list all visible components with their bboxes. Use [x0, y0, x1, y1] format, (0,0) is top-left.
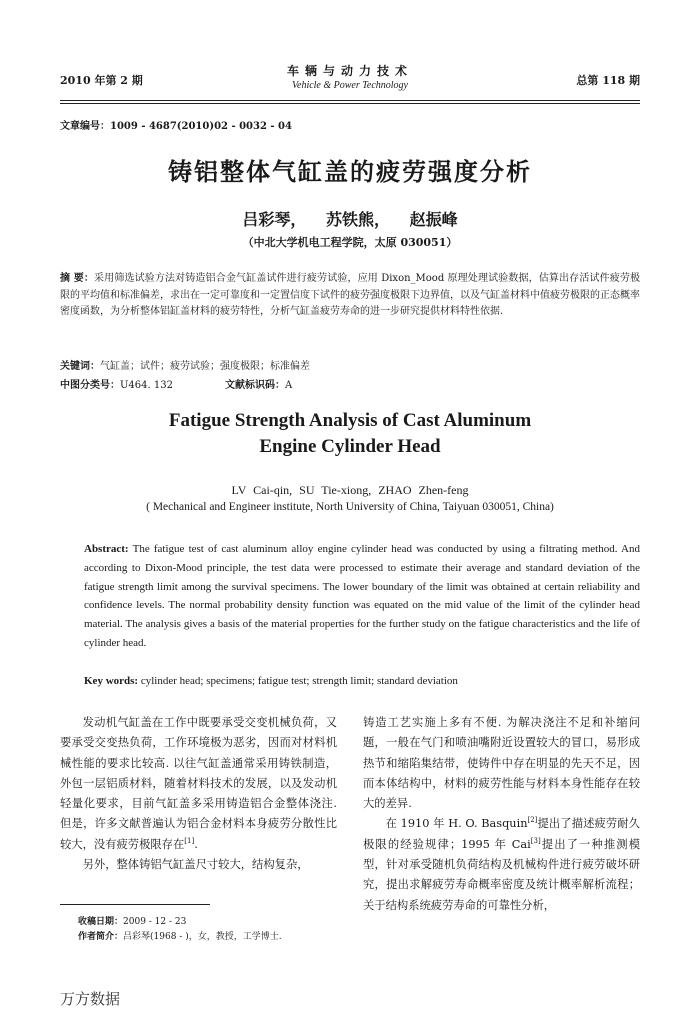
body-left-p2: 另外，整体铸铝气缸盖尺寸较大，结构复杂，	[82, 858, 309, 872]
issue-label-left: 2010 年第 2 期	[60, 74, 143, 87]
footnote-author-label: 作者简介：	[78, 932, 124, 942]
authors-cn: 吕彩琴， 苏铁熊， 赵振峰	[242, 210, 458, 229]
clc-label: 中图分类号：	[60, 380, 120, 391]
body-right-p1: 铸造工艺实施上多有不便. 为解决浇注不足和补缩问题，一般在气门和喷油嘴附近设置较大的冒口，易形成热节和缩陷集结带，使铸件中存在明显的先天不足，因而本体结构中，材料的疲劳性能与材料本身性能存在较大的差异.	[363, 716, 640, 811]
header-rule-thin	[60, 103, 640, 104]
footnote-author	[78, 929, 282, 942]
watermark: 万方数据	[60, 990, 121, 1008]
paper-title-en-line2: Engine Cylinder Head	[259, 436, 441, 457]
footnote-author-value: 吕彩琴(1968 - )，女，教授，工学博士.	[123, 932, 282, 942]
keywords-en-text: cylinder head; specimens; fatigue test; strength limit; standard deviation	[140, 675, 458, 687]
keywords-en-label: Key words:	[84, 675, 139, 687]
abstract-cn	[60, 271, 640, 321]
abstract-en-text: The fatigue test of cast aluminum alloy engine cylinder head was conducted by using a filtrating method. And according to Dixon-Mood principle, the test data were processed to estimate their average and standard deviation of the fatigue strength limit among the survival specimens. The lower boundary of the limit was obtained at certain reliability and confidence levels. The normal probability density function was equated on the mid value of the limit of the cylinder head material. The analysis gives a basis of the material properties for the further study on the fatigue characteristics and the life of cylinder head.	[84, 543, 640, 649]
footnote-rule	[60, 904, 210, 905]
paper-title-cn: 铸铝整体气缸盖的疲劳强度分析	[168, 157, 532, 186]
footnote-received-value: 2009 - 12 - 23	[123, 917, 187, 927]
body-column-right	[363, 713, 640, 916]
body-paragraph	[363, 814, 640, 915]
abstract-cn-text: 采用筛选试验方法对铸造铝合金气缸盖试件进行疲劳试验，应用 Dixon_Mood 原理处理试验数据，估算出存活试件疲劳极限的平均值和标准偏差，求出在一定可靠度和一定置信度下试件的疲劳强度极限下边界值，以及气缸盖材料中值疲劳极限的正态概率密度函数，为分析整体铝缸盖材料的疲劳特性，分析气缸盖疲劳寿命的进一步研究提供材料特性依据.	[60, 273, 641, 317]
article-number	[60, 117, 292, 132]
paper-title-en-line1: Fatigue Strength Analysis of Cast Aluminum	[168, 410, 532, 431]
document-code-value: A	[285, 380, 293, 391]
footnote-received-label: 收稿日期：	[78, 917, 124, 927]
body-paragraph	[60, 855, 337, 875]
keywords-en	[84, 675, 458, 687]
body-column-left	[60, 713, 337, 875]
body-left-p1-end: .	[194, 837, 198, 851]
body-right-p2a: 在 1910 年 H. O. Basquin	[385, 817, 528, 831]
citation-ref: [3]	[530, 837, 541, 846]
body-right-p2b: 提出了描述疲劳耐久极限的经验规律；1995 年 Cai	[363, 817, 640, 851]
keywords-cn-label: 关键词：	[60, 361, 100, 372]
abstract-en	[84, 540, 640, 653]
abstract-en-label: Abstract:	[84, 543, 129, 555]
citation-ref: [1]	[184, 837, 195, 846]
affiliation-cn: （中北大学机电工程学院，太原 030051）	[242, 236, 458, 249]
clc-number	[60, 376, 173, 391]
journal-title-en: Vehicle & Power Technology	[292, 80, 408, 91]
article-number-value: 1009 - 4687(2010)02 - 0032 - 04	[110, 121, 292, 132]
article-number-label: 文章编号：	[60, 121, 110, 132]
authors-en: LV Cai-qin, SU Tie-xiong, ZHAO Zhen-feng	[231, 483, 469, 497]
keywords-cn-text: 气缸盖；试件；疲劳试验；强度极限；标准偏差	[100, 361, 310, 372]
clc-value: U464. 132	[120, 380, 173, 391]
footnote-received	[78, 914, 186, 927]
body-paragraph	[363, 713, 640, 814]
body-right-p2c: 提出了一种推测模型，针对承受随机负荷结构及机械构件进行疲劳破坏研究，提出求解疲劳寿命概率密度及统计概率解析流程；关于结构系统疲劳寿命的可靠性分析，	[363, 837, 640, 912]
document-code-label: 文献标识码：	[225, 380, 285, 391]
keywords-cn	[60, 357, 310, 372]
body-paragraph	[60, 713, 337, 855]
citation-ref: [2]	[527, 816, 538, 825]
journal-title-cn: 车辆与动力技术	[286, 64, 413, 78]
affiliation-en: ( Mechanical and Engineer institute, North University of China, Taiyuan 030051, China)	[146, 501, 554, 513]
abstract-cn-label: 摘 要：	[60, 273, 95, 284]
paper-title-en	[0, 408, 700, 460]
issue-label-right: 总第 118 期	[576, 74, 640, 87]
body-left-p1: 发动机气缸盖在工作中既要承受交变机械负荷，又要承受交变热负荷，工作环境极为恶劣，因而对材料机械性能的要求比较高. 以往气缸盖通常采用铸铁制造，外包一层铝质材料，随着材料技术的发展，以及发动机轻量化要求，目前气缸盖多采用铸造铝合金整体浇注. 但是，许多文献普遍认为铝合金材料本身疲劳分散性比较大，没有疲劳极限存在	[60, 716, 337, 851]
header-rule	[60, 100, 640, 101]
document-code	[225, 376, 292, 391]
